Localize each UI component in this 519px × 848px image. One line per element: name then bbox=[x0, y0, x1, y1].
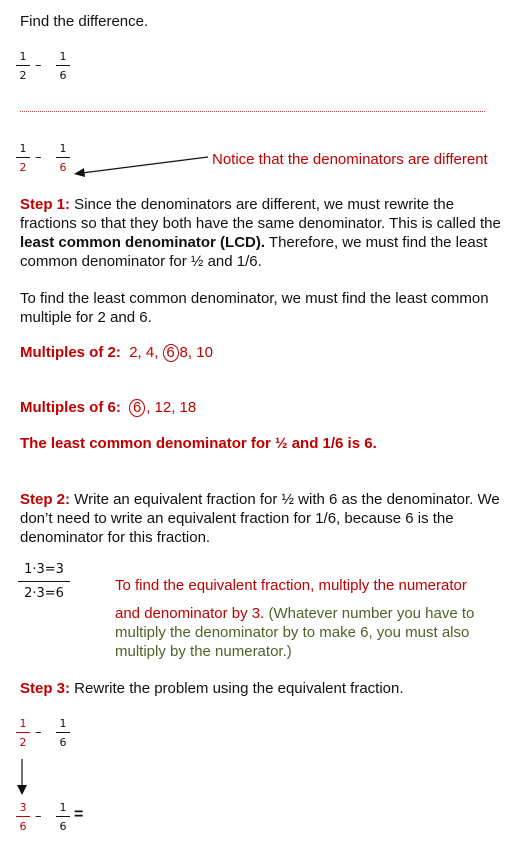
circled-common-multiple: 6 bbox=[163, 344, 179, 362]
denominator: 6 bbox=[19, 820, 27, 833]
numerator: 1 bbox=[59, 50, 67, 63]
arrow-icon bbox=[70, 150, 210, 180]
equiv-denominator: 2·3=6 bbox=[24, 586, 64, 601]
denominator: 6 bbox=[59, 820, 67, 833]
notice-text: Notice that the denominators are different bbox=[212, 151, 488, 168]
multiples-6-post: , 12, 18 bbox=[146, 399, 197, 416]
down-arrow-icon bbox=[14, 757, 30, 797]
step2-paragraph bbox=[20, 490, 512, 547]
step3-text: Rewrite the problem using the equivalent fraction. bbox=[70, 680, 404, 697]
minus-sign: – bbox=[35, 809, 42, 824]
step2-label: Step 2: bbox=[20, 491, 71, 508]
numerator: 3 bbox=[19, 801, 27, 814]
denominator: 6 bbox=[59, 161, 67, 174]
numerator: 1 bbox=[59, 142, 67, 155]
multiples-of-2 bbox=[20, 343, 213, 362]
fraction-right bbox=[56, 50, 70, 82]
equals-sign: = bbox=[74, 806, 84, 823]
fraction-left bbox=[16, 801, 30, 833]
lcd-statement: The least common denominator for ½ and 1/6 is 6. bbox=[20, 435, 377, 452]
multiples-2-label: Multiples of 2: bbox=[20, 344, 121, 361]
step1-text-a: Since the denominators are different, we must rewrite the fractions so that they both have the same denominator. This is called the bbox=[20, 196, 501, 232]
multiples-6-label: Multiples of 6: bbox=[20, 399, 121, 416]
fraction-left bbox=[16, 50, 30, 82]
equivalent-fraction bbox=[18, 562, 70, 601]
minus-sign: – bbox=[35, 58, 42, 73]
numerator: 1 bbox=[19, 717, 27, 730]
fraction-right bbox=[56, 142, 70, 174]
fraction-right bbox=[56, 717, 70, 749]
multiples-2-pre: 2, 4, bbox=[129, 344, 159, 361]
multiples-of-6 bbox=[20, 398, 196, 417]
step1-text-b: Therefore, we must find the least common denominator for ½ and 1/6. bbox=[20, 234, 488, 270]
equiv-numerator: 1·3=3 bbox=[24, 562, 64, 577]
denominator: 2 bbox=[19, 736, 27, 749]
step3-label: Step 3: bbox=[20, 680, 71, 697]
equiv-note-line1: To find the equivalent fraction, multiply the numerator bbox=[115, 577, 467, 594]
multiples-2-post: 8, 10 bbox=[179, 344, 213, 361]
lcd-term: least common denominator (LCD). bbox=[20, 234, 266, 251]
lcd-intro: To find the least common denominator, we must find the least common multiple for 2 and 6. bbox=[20, 290, 489, 326]
numerator: 1 bbox=[19, 50, 27, 63]
denominator: 6 bbox=[59, 69, 67, 82]
equiv-note-green: (Whatever number you have to multiply the denominator by to make 6, you must also multiply by the numerator.) bbox=[115, 605, 475, 660]
equiv-note bbox=[115, 604, 510, 661]
step3-paragraph bbox=[20, 679, 404, 698]
numerator: 1 bbox=[59, 717, 67, 730]
fraction-left bbox=[16, 717, 30, 749]
step2-text: Write an equivalent fraction for ½ with 6 as the denominator. We don’t need to write an equivalent fraction for 1/6, because 6 is the denominator for this fraction. bbox=[20, 491, 500, 546]
numerator: 1 bbox=[19, 142, 27, 155]
instruction-text: Find the difference. bbox=[20, 13, 149, 30]
fraction-left bbox=[16, 142, 30, 174]
minus-sign: – bbox=[35, 725, 42, 740]
step1-label: Step 1: bbox=[20, 196, 71, 213]
numerator: 1 bbox=[59, 801, 67, 814]
circled-common-multiple: 6 bbox=[129, 399, 145, 417]
fraction-right bbox=[56, 801, 70, 833]
denominator: 2 bbox=[19, 69, 27, 82]
equiv-note-red: and denominator by 3. bbox=[115, 605, 265, 622]
denominator: 2 bbox=[19, 161, 27, 174]
minus-sign: – bbox=[35, 150, 42, 165]
step1-paragraph bbox=[20, 195, 512, 271]
divider-line bbox=[20, 111, 485, 112]
denominator: 6 bbox=[59, 736, 67, 749]
